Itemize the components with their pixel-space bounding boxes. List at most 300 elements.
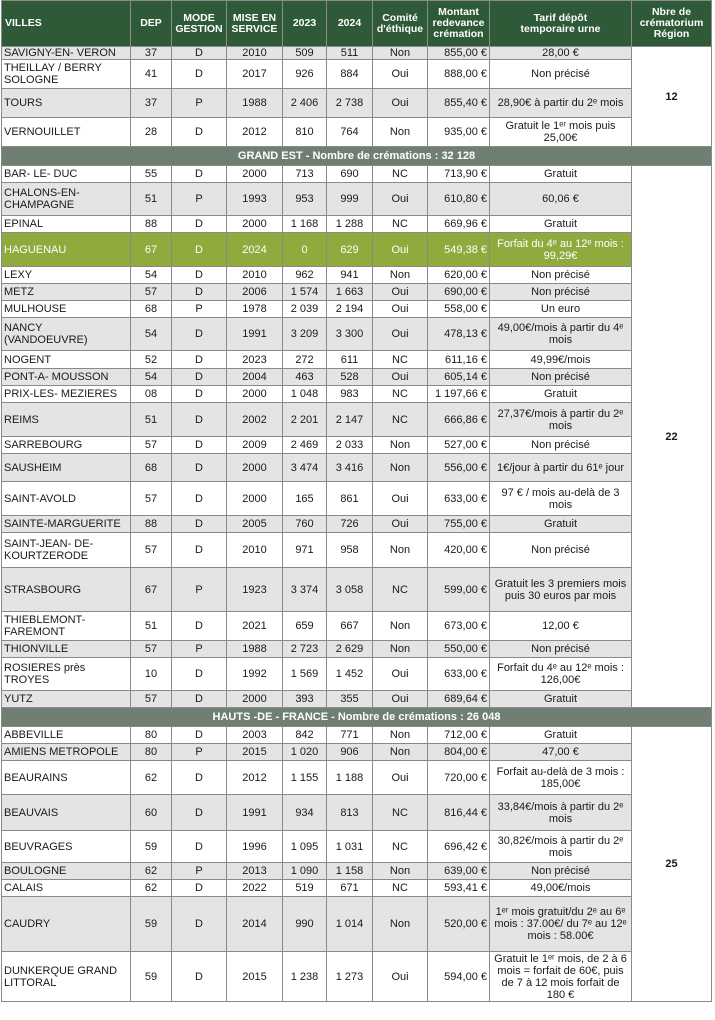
cell-dep: 57: [131, 284, 172, 301]
cell-mise-en-service: 2024: [227, 233, 283, 267]
cell-montant: 550,00 €: [428, 641, 490, 658]
cell-comite: Oui: [373, 658, 428, 691]
cell-mise-en-service: 2015: [227, 744, 283, 761]
cell-2024: 983: [327, 386, 373, 403]
cell-mise-en-service: 2012: [227, 761, 283, 795]
cell-mise-en-service: 2000: [227, 454, 283, 482]
cell-montant: 1 197,66 €: [428, 386, 490, 403]
cell-montant: 478,13 €: [428, 318, 490, 351]
cell-ville: CHALONS-EN-CHAMPAGNE: [2, 183, 131, 216]
cell-montant: 673,00 €: [428, 612, 490, 641]
cell-comite: Non: [373, 454, 428, 482]
region-title: GRAND EST - Nombre de crémations : 32 128: [2, 147, 712, 166]
cell-2024: 511: [327, 47, 373, 60]
cell-nbre-region: 25: [632, 727, 712, 1002]
cell-2024: 629: [327, 233, 373, 267]
cell-mode: D: [172, 216, 227, 233]
cell-dep: 55: [131, 166, 172, 183]
cell-tarif: Forfait au-delà de 3 mois : 185,00€: [490, 761, 632, 795]
cell-montant: 855,40 €: [428, 89, 490, 118]
table-row: [2, 369, 712, 386]
cell-2023: 2 723: [283, 641, 327, 658]
cell-dep: 08: [131, 386, 172, 403]
cell-ville: SAINT-AVOLD: [2, 482, 131, 516]
cell-comite: Non: [373, 437, 428, 454]
cell-2024: 2 033: [327, 437, 373, 454]
cell-ville: ABBEVILLE: [2, 727, 131, 744]
cell-ville: SAVIGNY-EN- VERON: [2, 47, 131, 60]
cell-mise-en-service: 2000: [227, 166, 283, 183]
cell-montant: 527,00 €: [428, 437, 490, 454]
table-row: [2, 897, 712, 952]
cell-2023: 1 155: [283, 761, 327, 795]
cell-nbre-region: 12: [632, 47, 712, 147]
cell-2023: 2 406: [283, 89, 327, 118]
cell-mise-en-service: 1992: [227, 658, 283, 691]
cell-2024: 813: [327, 795, 373, 831]
cell-comite: Oui: [373, 89, 428, 118]
cell-montant: 633,00 €: [428, 658, 490, 691]
cell-mode: P: [172, 301, 227, 318]
cell-nbre-region: 22: [632, 166, 712, 708]
cell-tarif: Non précisé: [490, 863, 632, 880]
cell-dep: 88: [131, 516, 172, 533]
cell-mode: D: [172, 369, 227, 386]
cell-mode: D: [172, 612, 227, 641]
cell-dep: 68: [131, 301, 172, 318]
header-dep: DEP: [131, 1, 172, 47]
cell-tarif: Non précisé: [490, 369, 632, 386]
cell-ville: STRASBOURG: [2, 568, 131, 612]
cell-mise-en-service: 2003: [227, 727, 283, 744]
cell-comite: NC: [373, 166, 428, 183]
cell-comite: Non: [373, 897, 428, 952]
cell-ville: THIEBLEMONT-FAREMONT: [2, 612, 131, 641]
cell-mode: D: [172, 351, 227, 369]
cell-2023: 1 095: [283, 831, 327, 863]
cell-2024: 726: [327, 516, 373, 533]
cell-2023: 760: [283, 516, 327, 533]
cell-ville: BAR- LE- DUC: [2, 166, 131, 183]
cell-mise-en-service: 1988: [227, 89, 283, 118]
cell-2023: 1 574: [283, 284, 327, 301]
cell-ville: REIMS: [2, 403, 131, 437]
cell-dep: 62: [131, 863, 172, 880]
cell-tarif: 12,00 €: [490, 612, 632, 641]
cell-2024: 2 738: [327, 89, 373, 118]
table-row: [2, 454, 712, 482]
cell-2024: 690: [327, 166, 373, 183]
cell-mode: D: [172, 516, 227, 533]
cell-mode: P: [172, 568, 227, 612]
table-row: [2, 795, 712, 831]
header-mise-en-service: MISE EN SERVICE: [227, 1, 283, 47]
cell-ville: AMIENS METROPOLE: [2, 744, 131, 761]
cell-ville: YUTZ: [2, 691, 131, 708]
cell-tarif: 49,00€/mois: [490, 880, 632, 897]
cell-2023: 1 020: [283, 744, 327, 761]
cell-ville: SAINTE-MARGUERITE: [2, 516, 131, 533]
table-row: [2, 437, 712, 454]
cell-2023: 2 469: [283, 437, 327, 454]
cell-tarif: Non précisé: [490, 284, 632, 301]
cell-tarif: Non précisé: [490, 437, 632, 454]
cell-montant: 556,00 €: [428, 454, 490, 482]
cell-mode: P: [172, 744, 227, 761]
cell-montant: 666,86 €: [428, 403, 490, 437]
cell-mise-en-service: 2000: [227, 216, 283, 233]
cell-montant: 599,00 €: [428, 568, 490, 612]
table-row: [2, 47, 712, 60]
cell-mise-en-service: 2014: [227, 897, 283, 952]
cell-2024: 771: [327, 727, 373, 744]
cell-2023: 971: [283, 533, 327, 568]
cell-mise-en-service: 2010: [227, 47, 283, 60]
cell-2023: 934: [283, 795, 327, 831]
cell-montant: 633,00 €: [428, 482, 490, 516]
header-mode: MODE GESTION: [172, 1, 227, 47]
cell-comite: NC: [373, 880, 428, 897]
cell-tarif: 1ᵉʳ mois gratuit/du 2ᵉ au 6ᵉ mois : 37.00€/ du 7ᵉ au 12ᵉ mois : 58.00€: [490, 897, 632, 952]
cell-2023: 3 209: [283, 318, 327, 351]
cell-2024: 2 629: [327, 641, 373, 658]
cell-mise-en-service: 1996: [227, 831, 283, 863]
cell-mise-en-service: 1978: [227, 301, 283, 318]
cell-ville: THIONVILLE: [2, 641, 131, 658]
cell-comite: Oui: [373, 761, 428, 795]
cell-comite: Non: [373, 267, 428, 284]
cell-dep: 54: [131, 369, 172, 386]
cell-comite: Oui: [373, 482, 428, 516]
region-header-row: [2, 708, 712, 727]
cell-2023: 463: [283, 369, 327, 386]
table-row: [2, 863, 712, 880]
cell-comite: NC: [373, 351, 428, 369]
cell-mode: D: [172, 47, 227, 60]
table-row: [2, 386, 712, 403]
cell-ville: LEXY: [2, 267, 131, 284]
cell-comite: Non: [373, 744, 428, 761]
cell-mode: P: [172, 89, 227, 118]
cell-comite: Oui: [373, 318, 428, 351]
cell-comite: Non: [373, 118, 428, 147]
cell-dep: 57: [131, 533, 172, 568]
table-row: [2, 952, 712, 1002]
cell-tarif: 28,90€ à partir du 2ᵉ mois: [490, 89, 632, 118]
cell-2023: 810: [283, 118, 327, 147]
header-montant: Montant redevance crémation: [428, 1, 490, 47]
cell-mode: D: [172, 437, 227, 454]
cell-tarif: 60,06 €: [490, 183, 632, 216]
cell-tarif: Gratuit: [490, 691, 632, 708]
cell-montant: 594,00 €: [428, 952, 490, 1002]
cell-tarif: 28,00 €: [490, 47, 632, 60]
cell-mise-en-service: 2009: [227, 437, 283, 454]
cell-mode: D: [172, 118, 227, 147]
cell-comite: Non: [373, 533, 428, 568]
table-row: [2, 880, 712, 897]
cell-montant: 888,00 €: [428, 60, 490, 89]
cell-comite: Non: [373, 641, 428, 658]
cell-comite: Oui: [373, 233, 428, 267]
cell-2024: 1 158: [327, 863, 373, 880]
cell-tarif: Gratuit: [490, 516, 632, 533]
table-row: [2, 351, 712, 369]
cell-tarif: Forfait du 4ᵉ au 12ᵉ mois : 126,00€: [490, 658, 632, 691]
header-tarif: Tarif dépôt temporaire urne: [490, 1, 632, 47]
header-2023: 2023: [283, 1, 327, 47]
cell-2024: 906: [327, 744, 373, 761]
cell-comite: Non: [373, 47, 428, 60]
cell-comite: Oui: [373, 691, 428, 708]
cell-montant: 689,64 €: [428, 691, 490, 708]
cell-mode: D: [172, 952, 227, 1002]
cell-2023: 2 039: [283, 301, 327, 318]
cell-2023: 165: [283, 482, 327, 516]
table-row: [2, 166, 712, 183]
cell-montant: 696,42 €: [428, 831, 490, 863]
cell-tarif: Gratuit: [490, 216, 632, 233]
cell-2024: 1 273: [327, 952, 373, 1002]
table-row: [2, 118, 712, 147]
cell-tarif: Gratuit le 1ᵉʳ mois puis 25,00€: [490, 118, 632, 147]
cell-comite: Non: [373, 863, 428, 880]
cell-2024: 528: [327, 369, 373, 386]
cell-ville: BOULOGNE: [2, 863, 131, 880]
cell-mode: D: [172, 533, 227, 568]
cell-mode: D: [172, 386, 227, 403]
cell-mise-en-service: 2013: [227, 863, 283, 880]
cell-mise-en-service: 2000: [227, 691, 283, 708]
cell-dep: 59: [131, 897, 172, 952]
cell-dep: 57: [131, 641, 172, 658]
cell-tarif: Non précisé: [490, 267, 632, 284]
cell-2024: 3 058: [327, 568, 373, 612]
cell-mise-en-service: 2010: [227, 533, 283, 568]
cell-montant: 558,00 €: [428, 301, 490, 318]
table-row: [2, 233, 712, 267]
cell-montant: 935,00 €: [428, 118, 490, 147]
cell-ville: VERNOUILLET: [2, 118, 131, 147]
cell-montant: 712,00 €: [428, 727, 490, 744]
cell-ville: PRIX-LES- MEZIERES: [2, 386, 131, 403]
cell-mise-en-service: 2004: [227, 369, 283, 386]
cell-comite: Non: [373, 612, 428, 641]
table-row: [2, 183, 712, 216]
cell-ville: SAINT-JEAN- DE-KOURTZERODE: [2, 533, 131, 568]
cell-dep: 37: [131, 47, 172, 60]
cell-montant: 593,41 €: [428, 880, 490, 897]
cell-2024: 941: [327, 267, 373, 284]
cell-mise-en-service: 2017: [227, 60, 283, 89]
cell-tarif: Gratuit le 1ᵉʳ mois, de 2 à 6 mois = forfait de 60€, puis de 7 à 12 mois forfait de 180 €: [490, 952, 632, 1002]
cell-mode: D: [172, 284, 227, 301]
cell-2024: 1 188: [327, 761, 373, 795]
cell-dep: 67: [131, 568, 172, 612]
table-row: [2, 284, 712, 301]
cell-2024: 667: [327, 612, 373, 641]
cell-montant: 713,90 €: [428, 166, 490, 183]
cell-mode: D: [172, 880, 227, 897]
table-row: [2, 641, 712, 658]
cell-tarif: 33,84€/mois à partir du 2ᵉ mois: [490, 795, 632, 831]
cell-montant: 605,14 €: [428, 369, 490, 386]
cell-2024: 3 416: [327, 454, 373, 482]
cell-montant: 690,00 €: [428, 284, 490, 301]
cell-mise-en-service: 1988: [227, 641, 283, 658]
cell-dep: 54: [131, 267, 172, 284]
cell-montant: 620,00 €: [428, 267, 490, 284]
cell-dep: 80: [131, 727, 172, 744]
cell-dep: 10: [131, 658, 172, 691]
cell-2024: 1 031: [327, 831, 373, 863]
cell-ville: BEAURAINS: [2, 761, 131, 795]
cell-tarif: 97 € / mois au-delà de 3 mois: [490, 482, 632, 516]
cell-montant: 420,00 €: [428, 533, 490, 568]
cell-mode: D: [172, 658, 227, 691]
header-comite: Comité d'éthique: [373, 1, 428, 47]
cell-ville: MULHOUSE: [2, 301, 131, 318]
cell-montant: 549,38 €: [428, 233, 490, 267]
cell-mode: D: [172, 267, 227, 284]
cell-2024: 611: [327, 351, 373, 369]
cell-dep: 57: [131, 437, 172, 454]
cell-mode: P: [172, 183, 227, 216]
cell-2023: 990: [283, 897, 327, 952]
cell-dep: 68: [131, 454, 172, 482]
cell-tarif: 47,00 €: [490, 744, 632, 761]
cell-2023: 1 048: [283, 386, 327, 403]
cell-ville: BEUVRAGES: [2, 831, 131, 863]
cell-ville: THEILLAY / BERRY SOLOGNE: [2, 60, 131, 89]
header-nbre: Nbre de crématorium Région: [632, 1, 712, 47]
cell-2024: 3 300: [327, 318, 373, 351]
cell-montant: 610,80 €: [428, 183, 490, 216]
cell-dep: 59: [131, 952, 172, 1002]
cell-comite: Oui: [373, 369, 428, 386]
cell-2024: 764: [327, 118, 373, 147]
cell-2023: 509: [283, 47, 327, 60]
cell-2024: 958: [327, 533, 373, 568]
cell-tarif: Non précisé: [490, 641, 632, 658]
cell-montant: 804,00 €: [428, 744, 490, 761]
cell-mise-en-service: 2000: [227, 482, 283, 516]
header-row: [2, 1, 712, 47]
cell-tarif: Non précisé: [490, 60, 632, 89]
cell-2023: 1 569: [283, 658, 327, 691]
cell-mode: D: [172, 403, 227, 437]
cell-mise-en-service: 1991: [227, 318, 283, 351]
table-row: [2, 831, 712, 863]
table-row: [2, 727, 712, 744]
cell-2023: 962: [283, 267, 327, 284]
crematorium-table: [1, 0, 712, 1002]
cell-mode: P: [172, 863, 227, 880]
cell-mise-en-service: 2010: [227, 267, 283, 284]
cell-comite: Oui: [373, 301, 428, 318]
cell-ville: TOURS: [2, 89, 131, 118]
cell-comite: NC: [373, 403, 428, 437]
cell-2024: 1 663: [327, 284, 373, 301]
cell-2024: 884: [327, 60, 373, 89]
cell-2023: 1 168: [283, 216, 327, 233]
cell-2024: 1 288: [327, 216, 373, 233]
cell-ville: SAUSHEIM: [2, 454, 131, 482]
cell-mise-en-service: 1923: [227, 568, 283, 612]
cell-montant: 639,00 €: [428, 863, 490, 880]
cell-dep: 51: [131, 403, 172, 437]
cell-tarif: 30,82€/mois à partir du 2ᵉ mois: [490, 831, 632, 863]
cell-dep: 80: [131, 744, 172, 761]
cell-2024: 999: [327, 183, 373, 216]
cell-tarif: Non précisé: [490, 533, 632, 568]
table-row: [2, 761, 712, 795]
cell-2023: 393: [283, 691, 327, 708]
region-title: HAUTS -DE - FRANCE - Nombre de crémations : 26 048: [2, 708, 712, 727]
cell-ville: EPINAL: [2, 216, 131, 233]
cell-2023: 926: [283, 60, 327, 89]
table-row: [2, 744, 712, 761]
cell-mise-en-service: 2002: [227, 403, 283, 437]
cell-tarif: 49,99€/mois: [490, 351, 632, 369]
cell-montant: 755,00 €: [428, 516, 490, 533]
cell-montant: 611,16 €: [428, 351, 490, 369]
cell-2023: 713: [283, 166, 327, 183]
cell-ville: SARREBOURG: [2, 437, 131, 454]
cell-comite: Non: [373, 727, 428, 744]
table-row: [2, 60, 712, 89]
cell-tarif: Un euro: [490, 301, 632, 318]
cell-tarif: Gratuit: [490, 727, 632, 744]
cell-2024: 2 194: [327, 301, 373, 318]
cell-dep: 57: [131, 482, 172, 516]
header-2024: 2024: [327, 1, 373, 47]
table-row: [2, 658, 712, 691]
cell-mise-en-service: 2000: [227, 386, 283, 403]
cell-ville: ROSIERES près TROYES: [2, 658, 131, 691]
cell-2024: 861: [327, 482, 373, 516]
cell-ville: PONT-A- MOUSSON: [2, 369, 131, 386]
cell-mise-en-service: 2005: [227, 516, 283, 533]
cell-comite: Oui: [373, 952, 428, 1002]
table-row: [2, 533, 712, 568]
cell-montant: 855,00 €: [428, 47, 490, 60]
cell-tarif: 1€/jour à partir du 61ᵉ jour: [490, 454, 632, 482]
cell-2023: 1 090: [283, 863, 327, 880]
cell-ville: HAGUENAU: [2, 233, 131, 267]
cell-montant: 816,44 €: [428, 795, 490, 831]
cell-dep: 28: [131, 118, 172, 147]
cell-mode: D: [172, 897, 227, 952]
cell-ville: METZ: [2, 284, 131, 301]
table-row: [2, 568, 712, 612]
cell-mode: D: [172, 482, 227, 516]
cell-ville: CALAIS: [2, 880, 131, 897]
cell-2023: 0: [283, 233, 327, 267]
cell-dep: 51: [131, 183, 172, 216]
cell-2023: 2 201: [283, 403, 327, 437]
cell-tarif: Gratuit: [490, 166, 632, 183]
cell-mode: D: [172, 795, 227, 831]
table-row: [2, 691, 712, 708]
cell-mise-en-service: 2012: [227, 118, 283, 147]
cell-comite: Oui: [373, 284, 428, 301]
table-row: [2, 612, 712, 641]
cell-mode: D: [172, 761, 227, 795]
cell-mode: D: [172, 166, 227, 183]
cell-tarif: 49,00€/mois à partir du 4ᵉ mois: [490, 318, 632, 351]
cell-montant: 520,00 €: [428, 897, 490, 952]
